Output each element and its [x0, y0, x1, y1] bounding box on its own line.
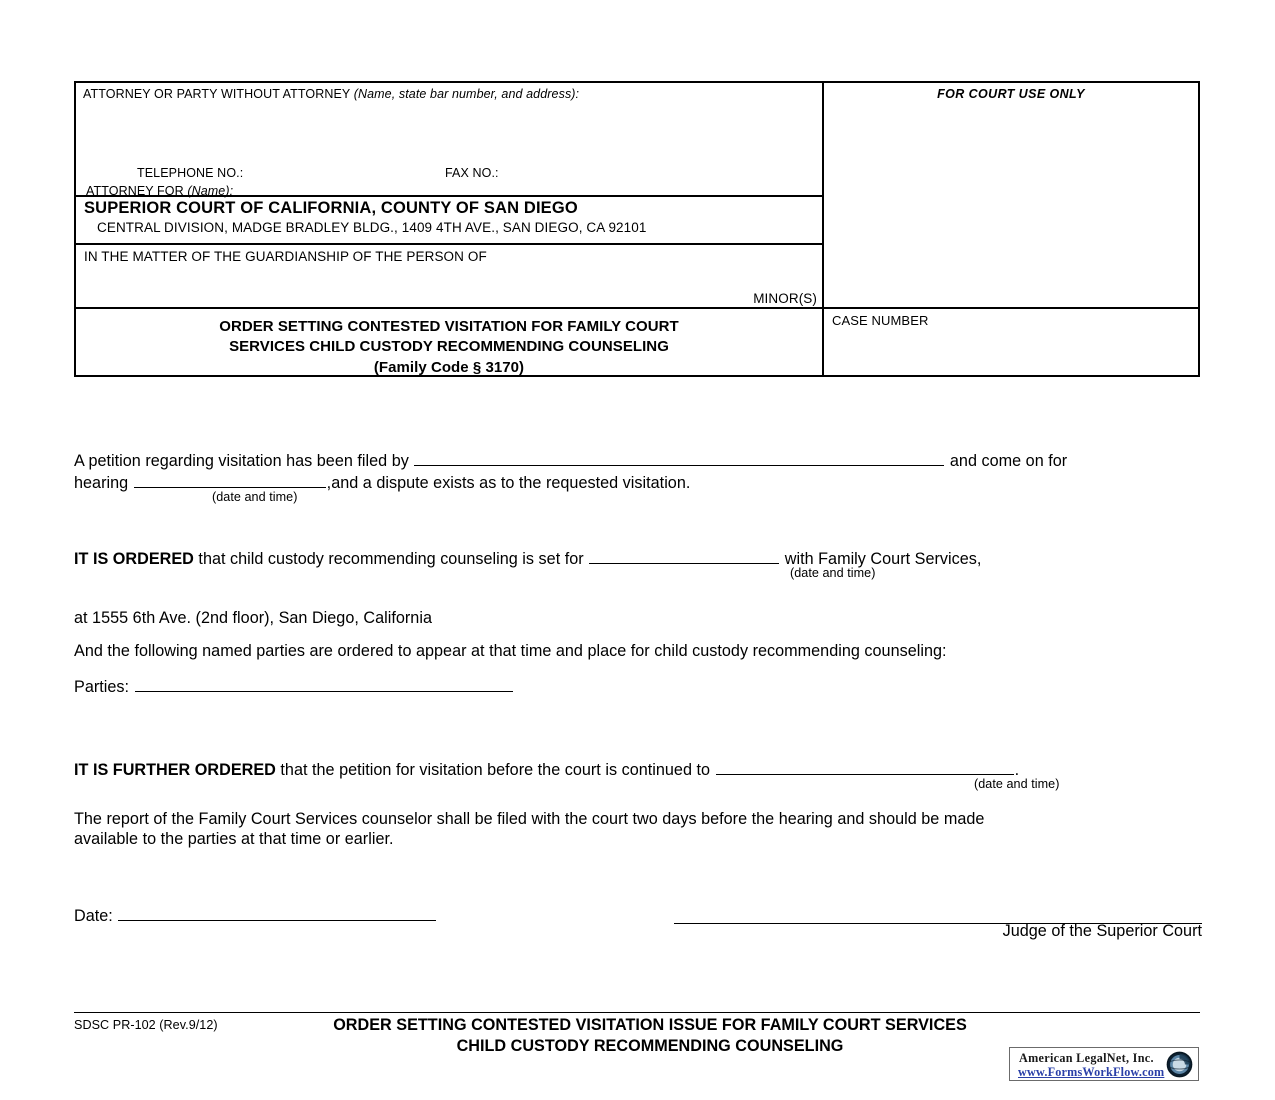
counseling-date-blank[interactable]	[589, 548, 779, 564]
footer-title	[180, 1015, 1120, 1058]
hearing-text: hearing	[74, 473, 129, 492]
matter-line: IN THE MATTER OF THE GUARDIANSHIP OF THE PERSON OF	[84, 249, 487, 264]
hearing-date-blank[interactable]	[134, 472, 326, 488]
form-code: SDSC PR-102 (Rev.9/12)	[74, 1018, 218, 1032]
footer-divider	[74, 1012, 1200, 1013]
attorney-for-hint: (Name):	[187, 184, 234, 198]
paragraph-parties-ordered: And the following named parties are ordered to appear at that time and place for child custody recommending counseling:	[74, 642, 947, 660]
counseling-date-sublabel: (date and time)	[790, 566, 876, 580]
hearing-date-sublabel: (date and time)	[212, 490, 298, 504]
paragraph-report	[74, 810, 1202, 850]
form-title-cell	[76, 307, 824, 375]
form-title	[76, 317, 822, 378]
court-row	[76, 195, 1198, 243]
court-address: CENTRAL DIVISION, MADGE BRADLEY BLDG., 1409 4TH AVE., SAN DIEGO, CA 92101	[97, 220, 647, 235]
court-name: SUPERIOR COURT OF CALIFORNIA, COUNTY OF SAN DIEGO	[84, 199, 578, 217]
case-number-cell[interactable]	[824, 307, 1198, 375]
paragraph-it-is-ordered	[74, 548, 1202, 570]
for-court-use-only-label: FOR COURT USE ONLY	[937, 87, 1085, 101]
paragraph-petition	[74, 450, 1202, 472]
date-label: Date:	[74, 906, 113, 925]
attorney-for-label: ATTORNEY FOR	[86, 184, 184, 198]
petitioner-blank[interactable]	[414, 450, 944, 466]
telephone-label: TELEPHONE NO.:	[137, 166, 244, 180]
it-is-further-ordered-bold: IT IS FURTHER ORDERED	[74, 760, 276, 779]
logo-company-name: American LegalNet, Inc.	[1019, 1051, 1154, 1065]
minors-label: MINOR(S)	[753, 291, 817, 306]
paragraph-parties	[74, 676, 1202, 698]
globe-icon	[1166, 1051, 1193, 1078]
hearing-text-d: ,and a dispute exists as to the requested visitation.	[326, 473, 691, 492]
form-title-line-3: (Family Code § 3170)	[373, 358, 525, 376]
matter-row	[76, 243, 1198, 307]
continued-date-sublabel: (date and time)	[974, 777, 1060, 791]
attorney-info-cell[interactable]	[76, 83, 824, 198]
court-use-cell	[824, 83, 1198, 195]
fax-label: FAX NO.:	[445, 166, 499, 180]
judge-label: Judge of the Superior Court	[1002, 922, 1202, 940]
footer-title-line-1: ORDER SETTING CONTESTED VISITATION ISSUE FOR FAMILY COURT SERVICES	[333, 1016, 967, 1034]
it-is-further-ordered-text: that the petition for visitation before the court is continued to	[280, 760, 711, 779]
attorney-header-text: ATTORNEY OR PARTY WITHOUT ATTORNEY	[83, 87, 351, 101]
date-blank[interactable]	[118, 905, 436, 921]
form-title-line-2: SERVICES CHILD CUSTODY RECOMMENDING COUNSELING	[229, 338, 669, 356]
case-number-label: CASE NUMBER	[832, 313, 929, 328]
parties-blank[interactable]	[135, 676, 513, 692]
paragraph-address: at 1555 6th Ave. (2nd floor), San Diego, California	[74, 609, 432, 627]
petition-text-a: A petition regarding visitation has been filed by	[74, 451, 409, 470]
title-row	[76, 307, 1198, 375]
it-is-ordered-text-a: that child custody recommending counseling is set for	[198, 549, 584, 568]
parties-label: Parties:	[74, 677, 130, 696]
attorney-row	[76, 83, 1198, 198]
attorney-header	[83, 87, 579, 101]
report-line-1: The report of the Family Court Services counselor shall be filed with the court two days before the hearing and should be made	[74, 810, 985, 828]
form-title-line-1: ORDER SETTING CONTESTED VISITATION FOR FAMILY COURT	[219, 318, 679, 335]
judge-label-row	[74, 922, 1202, 942]
it-is-further-ordered-period: .	[1014, 760, 1020, 779]
petition-text-b: and come on for	[949, 451, 1068, 470]
footer-title-line-2: CHILD CUSTODY RECOMMENDING COUNSELING	[456, 1037, 844, 1056]
attorney-header-hint: (Name, state bar number, and address):	[353, 87, 580, 101]
court-row-right-cell	[824, 195, 1198, 243]
continued-date-blank[interactable]	[716, 759, 1014, 775]
report-line-2: available to the parties at that time or earlier.	[74, 829, 394, 848]
matter-row-right-cell	[824, 243, 1198, 307]
caption-table	[74, 81, 1200, 377]
matter-cell[interactable]	[76, 243, 824, 307]
american-legalnet-logo[interactable]	[1009, 1047, 1199, 1081]
court-name-cell	[76, 195, 824, 243]
logo-url-link[interactable]: www.FormsWorkFlow.com	[1018, 1065, 1165, 1079]
it-is-ordered-bold: IT IS ORDERED	[74, 549, 194, 568]
it-is-ordered-text-b: with Family Court Services,	[784, 549, 982, 568]
